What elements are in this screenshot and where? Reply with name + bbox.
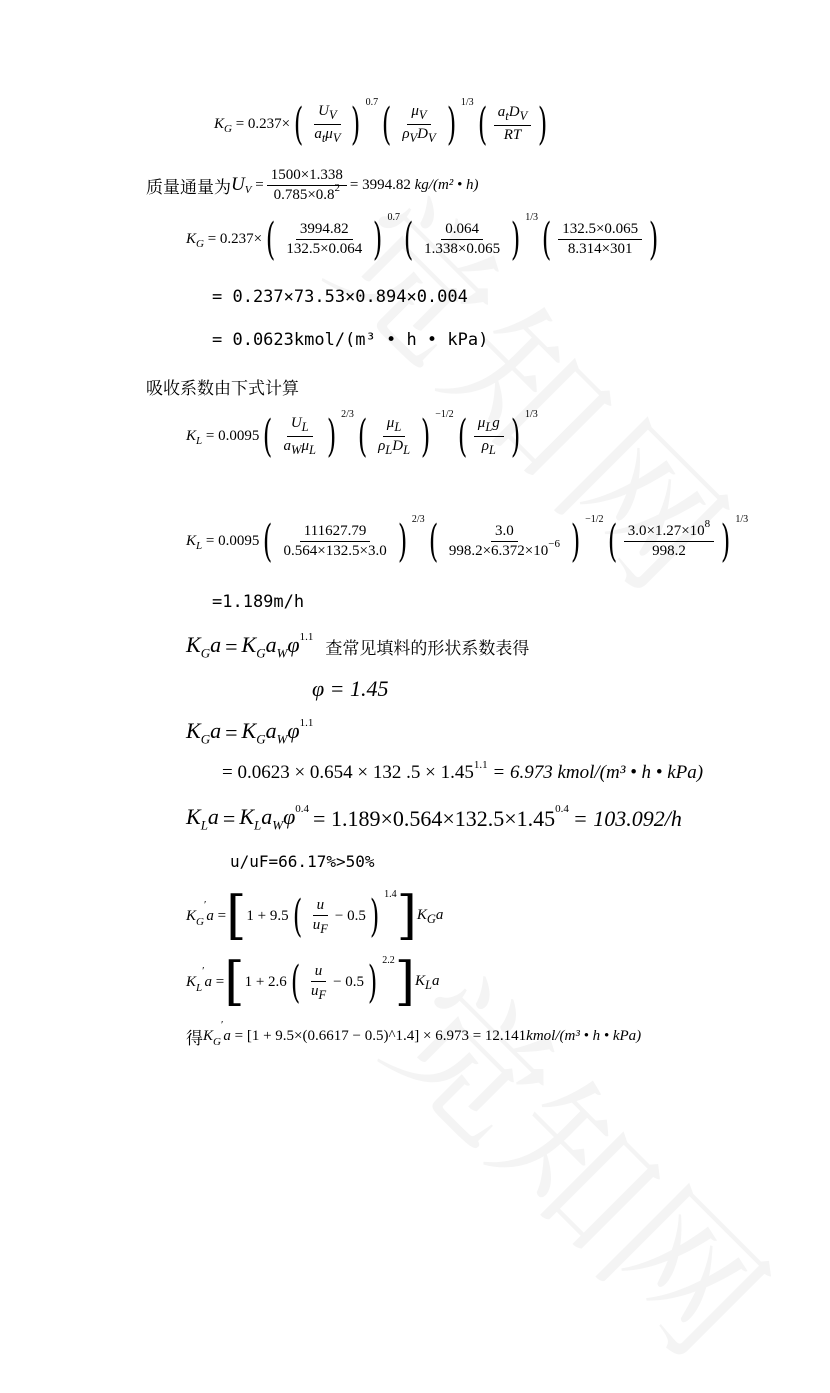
- mass-flux-label: 质量通量为: [146, 177, 231, 198]
- kg-frac2-den: 1.338×0.065: [424, 240, 501, 257]
- mass-flux-unit: kg/(m² • h): [414, 176, 479, 193]
- kl-frac2-num: 3.0: [491, 522, 518, 542]
- kl-substituted: K L = 0.0095 ( $\frac{111627.79}{0.564\times 132.5\times 3.0}$ ) 2/3 ( $\frac{3.0}{998.2\times 6.372\times 10^{-6}}$ ) −1/2 ( $\frac{3.0\times 1.27\times 10^8}{998.2}$ ) 1/3: [186, 513, 749, 567]
- kga-corrected-formula: K G ′ a = [ 1 + 9.5 ( $\frac{u}{u_F}$ − 0.5 ) 1.4 ] $K_Ga$: [186, 886, 444, 946]
- mass-flux-numerator: 1500×1.338: [267, 166, 347, 186]
- kg-substituted: K G = 0.237× ( $\frac{3994.82}{132.5\times 0.064}$ ) 0.7 ( $\frac{0.064}{1.338\times 0.065}$ ) 1/3 ( $\frac{132.5\times 0.065}{8.314\times 301}$ ): [186, 211, 659, 265]
- kl-result: =1.189m/h: [212, 592, 305, 612]
- kl-frac2-den: 998.2×6.372×10: [448, 542, 549, 559]
- kla-step: = 1.189×0.564×132.5×1.45: [313, 805, 556, 831]
- final-prefix: 得: [186, 1029, 203, 1049]
- kg-formula: K G = 0.237× ( $\frac{U_V}{a_t\mu_V}$ ) 0.7 ( $\frac{\mu_V}{\rho_VD_V}$ ) 1/3 ( $\frac{a_tD_V}{RT}$ ): [214, 96, 548, 150]
- kg-frac1-num: 3994.82: [296, 220, 353, 240]
- kg-frac3-den: 8.314×301: [567, 240, 633, 257]
- kga-definition-2: $K_Ga$ = $K_Ga_W\varphi$ 1.1: [186, 716, 314, 747]
- absorb-text: 吸收系数由下式计算: [146, 379, 299, 399]
- kg-frac1-den: 132.5×0.064: [286, 240, 363, 257]
- kg-frac3-num: 132.5×0.065: [558, 220, 642, 240]
- phi-value: φ = 1.45: [312, 676, 389, 701]
- ratio-text: u/uF=66.17%>50%: [230, 852, 375, 871]
- kl-frac3-num: 3.0×1.27×10: [627, 523, 705, 539]
- kg-frac2-num: 0.064: [441, 220, 483, 240]
- final-unit: kmol/(m³ • h • kPa): [526, 1028, 642, 1044]
- mass-flux-result: = 3994.82: [349, 176, 411, 193]
- kga-calculation: = 0.0623 × 0.654 × 132 .5 × 1.45 1.1 = 6.973 kmol/(m³ • h • kPa): [222, 759, 704, 783]
- final-expression: [1 + 9.5×(0.6617 − 0.5)^1.4] × 6.973 = 12.141: [246, 1028, 527, 1044]
- mass-flux-line: 质量通量为 U V = $\frac{1500\times 1.338}{0.785\times 0.8^2}$ = 3994.82 kg/(m² • h): [146, 167, 479, 203]
- kla-result: = 103.092/h: [572, 805, 682, 831]
- mass-flux-denominator: 0.785×0.8: [273, 186, 335, 203]
- kl-frac1-den: 0.564×132.5×3.0: [283, 542, 387, 559]
- kla-calculation: $K_La$ = $K_La_W\varphi$ 0.4 = 1.189×0.564×132.5×1.45 0.4 = 103.092/h: [186, 802, 682, 833]
- kla-corrected-formula: K L ′ a = [ 1 + 2.6 ( $\frac{u}{u_F}$ − 0.5 ) 2.2 ] $K_La$: [186, 952, 440, 1012]
- kg-step2: = 0.0623kmol/(m³ • h • kPa): [212, 330, 489, 350]
- kga-step: = 0.0623 × 0.654 × 132 .5 × 1.45: [222, 762, 474, 783]
- kg-step1: = 0.237×73.53×0.894×0.004: [212, 287, 468, 307]
- kl-formula: K L = 0.0095 ( $\frac{U_L}{a_W\mu_L}$ ) 2/3 ( $\frac{\mu_L}{\rho_LD_L}$ ) −1/2 ( $\frac{\mu_Lg}{\rho_L}$ ) 1/3: [186, 408, 538, 462]
- kga-definition: $K_Ga$ = $K_Ga_W\varphi$ 1.1 查常见填料的形状系数表得: [186, 630, 530, 661]
- kl-frac1-num: 111627.79: [300, 522, 371, 542]
- shape-text: 查常见填料的形状系数表得: [325, 639, 530, 660]
- kl-frac3-den: 998.2: [652, 542, 686, 559]
- final-result: 得 K G ′ a = [1 + 9.5×(0.6617 − 0.5)^1.4] × 6.973 = 12.141 kmol/(m³ • h • kPa): [186, 1018, 642, 1049]
- kga-result: = 6.973 kmol/(m³ • h • kPa): [492, 762, 704, 783]
